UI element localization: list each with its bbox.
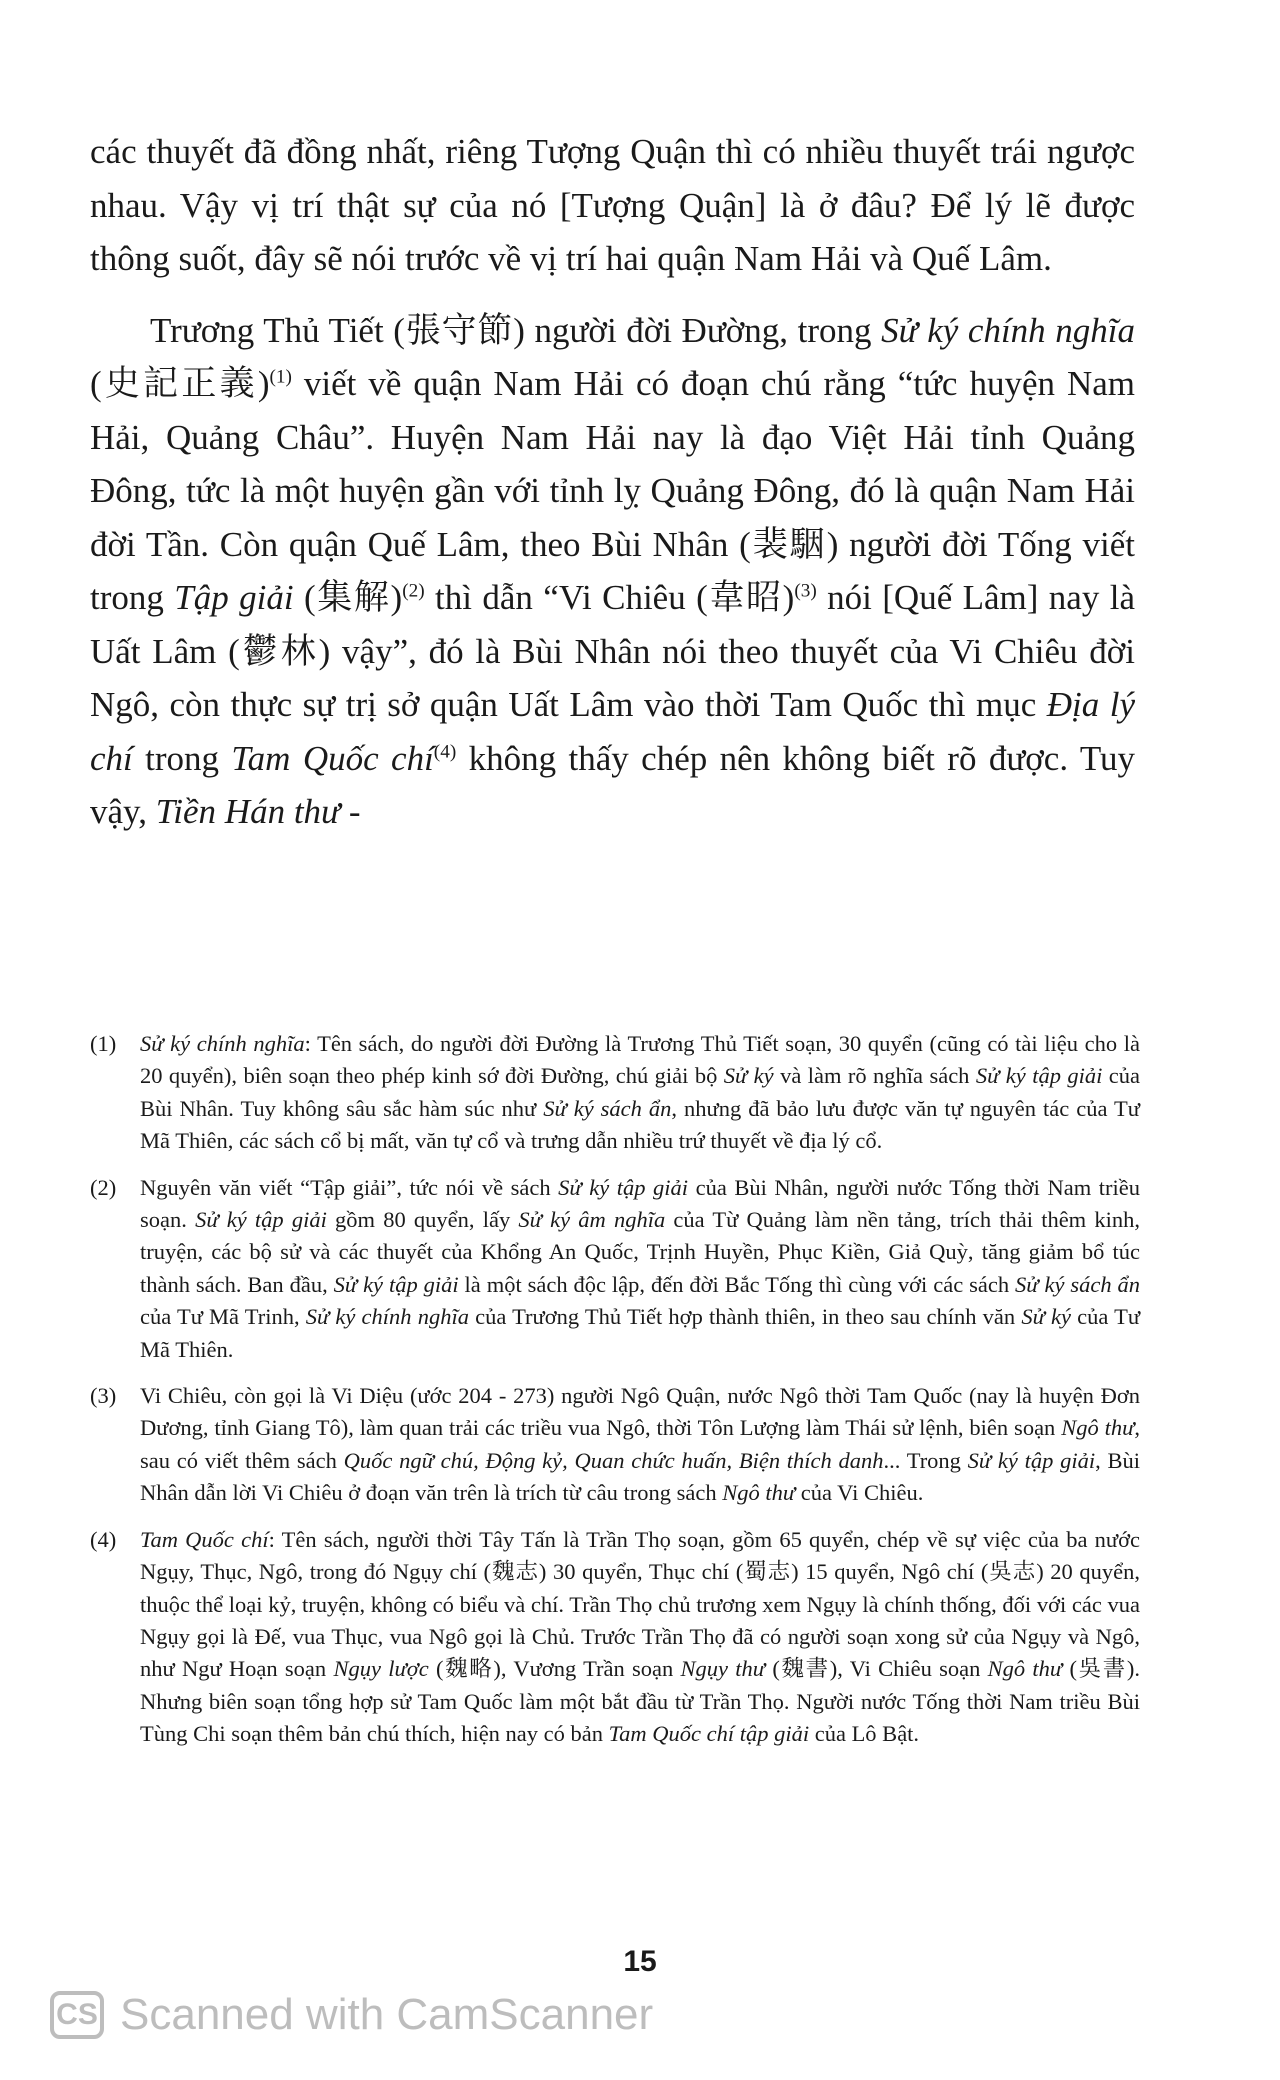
text-run: Nguyên văn viết “Tập giải”, tức nói về sách [140,1174,559,1200]
text-run: của Lô Bật. [809,1721,920,1747]
page-number: 15 [623,1945,657,1978]
italic-title: Sử ký âm nghĩa [518,1207,666,1233]
footnote-text [140,1524,1140,1751]
italic-title: Ngô thư [1061,1415,1135,1441]
italic-title: Sử ký sách ẩn [1015,1271,1141,1297]
text-run: Trương Thủ Tiết (張守節) người đời Đường, trong [150,310,882,350]
italic-title: Tập giải [174,578,294,617]
text-run: của Trương Thủ Tiết hợp thành thiên, in theo sau chính văn [468,1304,1022,1330]
text-run: (魏略), Vương Trần soạn [428,1656,681,1682]
text-run: của Tư Mã Trinh, [140,1304,306,1330]
text-run: của Bùi Nhân. Tuy không sâu sắc hàm súc như [140,1063,1141,1121]
footnote-number: (3) [90,1383,117,1409]
text-run: (魏書), Vi Chiêu soạn [765,1656,988,1682]
footnote [90,1172,1140,1366]
footnote-number: (2) [90,1174,117,1200]
italic-title: Ngô thư [987,1656,1063,1682]
footnote-ref: (1) [269,366,292,388]
text-run: của Vi Chiêu. [795,1480,924,1506]
text-run: (吳書). Nhưng biên soạn tổng hợp sử Tam Quốc làm một bắt đầu từ Trần Thọ. Người nước Tống thời Nam triều Bùi Tùng Chi soạn thêm bản chú thích, hiện nay có bản [140,1656,1140,1747]
italic-title: Sử ký chính nghĩa [140,1031,305,1056]
text-run: - [340,792,361,831]
italic-title: Sử ký chính nghĩa [881,310,1135,350]
footnote [90,1028,1140,1158]
footnote-text [140,1172,1140,1366]
text-run: là một sách độc lập, đến đời Bắc Tống thì cùng với các sách [458,1271,1016,1297]
text-run: (集解) [293,578,403,617]
italic-title: Sử ký tập giải [967,1447,1096,1473]
italic-title: Sử ký tập giải [333,1271,459,1297]
italic-title: Ngụy lược [333,1656,429,1682]
italic-title: Sử ký tập giải [195,1207,327,1233]
footnote-ref: (4) [433,740,457,762]
italic-title: Sử ký tập giải [975,1063,1103,1089]
footnote-text [140,1380,1140,1510]
italic-title: Tiền Hán thư [155,792,341,831]
text-run: của Bùi Nhân, người nước Tống thời Nam triều soạn. [140,1174,1140,1233]
footnote-number: (1) [90,1031,117,1056]
footnote-number: (4) [90,1526,117,1552]
italic-title: Sử ký [723,1063,774,1089]
text-run: gồm 80 quyển, lấy [326,1207,519,1233]
text-run: ... Trong [883,1447,968,1473]
text-run: nói [Quế Lâm] nay là Uất Lâm (鬱林) vậy”, đó là Bùi Nhân nói theo thuyết của Vi Chiêu đời Ngô, còn thực sự trị sở quận Uất Lâm vào thời Tam Quốc thì mục [90,578,1135,724]
text-run: và làm rõ nghĩa sách [773,1063,976,1089]
text-run: Vi Chiêu, còn gọi là Vi Diệu (ước 204 - 273) người Ngô Quận, nước Ngô thời Tam Quốc (nay là huyện Đơn Dương, tỉnh Giang Tô), làm quan trải các triều vua Ngô, thời Tôn Lượng làm Thái sử lệnh, biên soạn [140,1383,1140,1441]
italic-title: Tam Quốc chí [140,1526,269,1552]
text-run: , sau có viết thêm sách [140,1415,1141,1473]
footnote [90,1380,1140,1510]
footnote-ref: (2) [402,580,425,602]
text-run: thì dẫn “Vi Chiêu (韋昭) [424,578,795,617]
italic-title: Địa lý chí [90,685,1135,778]
watermark-text: Scanned with CamScanner [120,1990,654,2039]
italic-title: Ngô thư [722,1480,796,1506]
text-run: viết về quận Nam Hải có đoạn chú rằng “tức huyện Nam Hải, Quảng Châu”. Huyện Nam Hải nay là đạo Việt Hải tỉnh Quảng Đông, tức là một huyện gần với tỉnh lỵ Quảng Đông, đó là quận Nam Hải đời Tần. Còn quận Quế Lâm, theo Bùi Nhân (裴駰) người đời Tống viết trong [90,364,1135,617]
text-run: của Từ Quảng làm nền tảng, trích thải thêm kinh, truyện, các bộ sử và các thuyết của Khổng An Quốc, Trịnh Huyền, Phục Kiền, Giả Quỳ, tăng giảm bổ túc thành sách. Ban đầu, [140,1207,1140,1297]
italic-title: Sử ký tập giải [558,1174,689,1200]
italic-title: Sử ký sách ẩn [543,1095,672,1121]
text-run: , Bùi Nhân dẫn lời Vi Chiêu ở đoạn văn trên là trích từ câu trong sách [140,1447,1141,1506]
text-run: của Tư Mã Thiên. [140,1304,1141,1362]
italic-title: Tam Quốc chí [231,738,434,778]
camscanner-logo-icon: CS [50,1991,104,2039]
footnote [90,1524,1140,1751]
text-run: trong [132,738,232,778]
italic-title: Sử ký chính nghĩa [305,1304,469,1330]
footnote-text [140,1028,1140,1158]
italic-title: Tam Quốc chí tập giải [608,1721,810,1747]
camscanner-watermark [50,1985,653,2045]
text-run: : Tên sách, do người đời Đường là Trương Thủ Tiết soạn, 30 quyển (cũng có tài liệu cho là 20 quyển), biên soạn theo phép kinh sớ đời Đường, chú giải bộ [140,1031,1141,1089]
footnote-ref: (3) [794,580,817,602]
main-text [90,125,1135,839]
italic-title: Sử ký [1021,1304,1071,1330]
footnotes [90,1028,1140,1765]
italic-title: Quốc ngữ chú, Động kỷ, Quan chức huấn, Biện thích danh [343,1447,884,1473]
text-run: không thấy chép nên không biết rõ được. Tuy vậy, [90,738,1135,831]
text-run: (史記正義) [90,364,270,403]
text-run: : Tên sách, người thời Tây Tấn là Trần Thọ soạn, gồm 65 quyển, chép về sự việc của ba nước Ngụy, Thục, Ngô, trong đó Ngụy chí (魏志) 30 quyển, Thục chí (蜀志) 15 quyển, Ngô chí (吳志) 20 quyển, thuộc thể loại kỷ, truyện, không có biểu và chí. Trần Thọ chủ trương xem Ngụy là chính thống, đối với các vua Ngụy gọi là Đế, vua Thục, vua Ngô gọi là Chủ. Trước Trần Thọ đã có người soạn xong sử của Ngụy và Ngô, như Ngư Hoạn soạn [140,1526,1141,1682]
paragraph-1: các thuyết đã đồng nhất, riêng Tượng Quận thì có nhiều thuyết trái ngược nhau. Vậy vị trí thật sự của nó [Tượng Quận] là ở đâu? Để lý lẽ được thông suốt, đây sẽ nói trước về vị trí hai quận Nam Hải và Quế Lâm. [90,132,1135,278]
paragraph-2 [90,304,1135,839]
text-run: , nhưng đã bảo lưu được văn tự nguyên tác của Tư Mã Thiên, các sách cổ bị mất, văn tự cổ và trưng dẫn nhiều trứ thuyết về địa lý cổ. [140,1095,1140,1154]
italic-title: Ngụy thư [680,1656,766,1682]
